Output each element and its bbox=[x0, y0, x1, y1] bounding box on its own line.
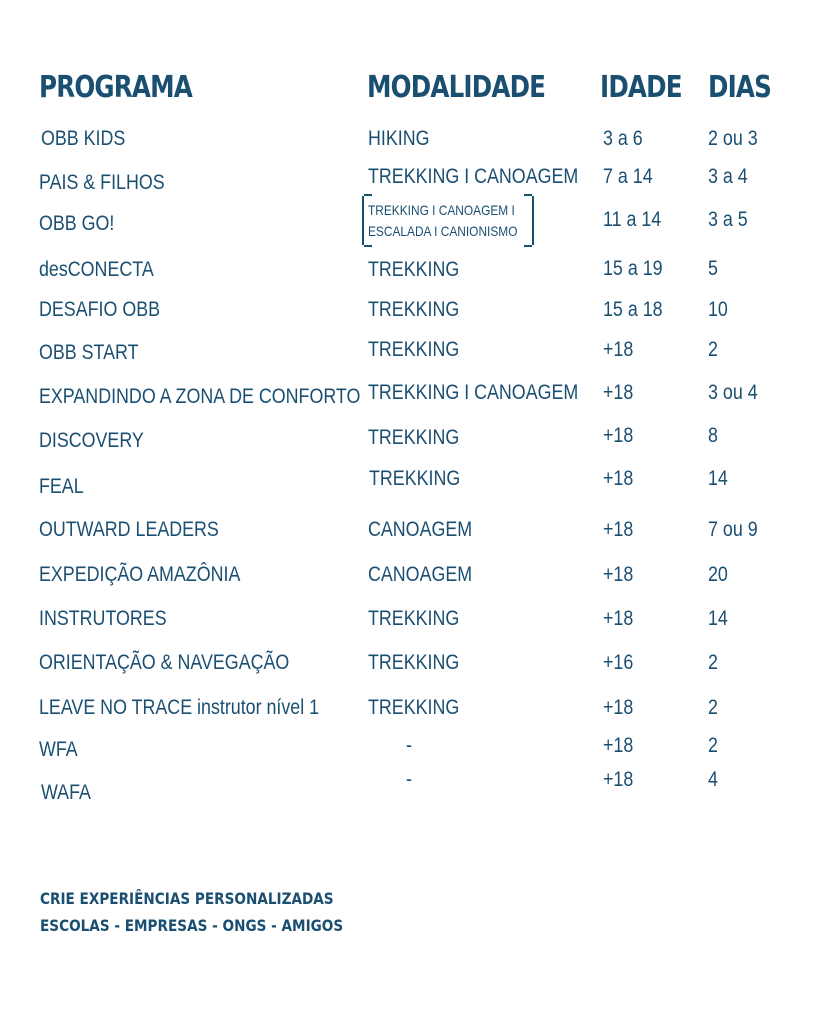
footer-line2: ESCOLAS - EMPRESAS - ONGS - AMIGOS bbox=[40, 916, 344, 935]
row-programa: WAFA bbox=[41, 781, 91, 804]
row-programa: OUTWARD LEADERS bbox=[39, 518, 219, 541]
row-modalidade: CANOAGEM bbox=[368, 563, 473, 586]
row-modalidade: TREKKING I CANOAGEM bbox=[368, 165, 579, 188]
row-dias: 2 bbox=[708, 338, 718, 361]
row-dias: 2 bbox=[708, 734, 718, 757]
row-modalidade: TREKKING bbox=[369, 467, 461, 490]
row-idade: +16 bbox=[603, 651, 634, 674]
row-dias: 3 ou 4 bbox=[708, 381, 758, 404]
row-dias: 3 a 5 bbox=[708, 208, 748, 231]
row-modalidade: - bbox=[406, 768, 412, 791]
header-dias: DIAS bbox=[708, 70, 772, 105]
row-dias: 2 bbox=[708, 651, 718, 674]
row-idade: 7 a 14 bbox=[603, 165, 653, 188]
row-modalidade: CANOAGEM bbox=[368, 518, 473, 541]
row-modalidade-line2: ESCALADA I CANIONISMO bbox=[368, 223, 518, 239]
row-programa: FEAL bbox=[39, 475, 84, 498]
row-programa: LEAVE NO TRACE instrutor nível 1 bbox=[39, 696, 320, 719]
row-dias: 2 ou 3 bbox=[708, 127, 758, 150]
row-programa: OBB START bbox=[39, 341, 139, 364]
row-dias: 4 bbox=[708, 768, 718, 791]
row-modalidade: TREKKING bbox=[368, 426, 460, 449]
row-dias: 20 bbox=[708, 563, 728, 586]
row-modalidade: TREKKING bbox=[368, 338, 460, 361]
row-dias: 2 bbox=[708, 696, 718, 719]
row-modalidade: TREKKING bbox=[368, 696, 460, 719]
row-idade: +18 bbox=[603, 338, 634, 361]
row-programa: OBB GO! bbox=[39, 212, 115, 235]
row-modalidade: TREKKING bbox=[368, 651, 460, 674]
header-idade: IDADE bbox=[600, 70, 682, 105]
row-modalidade: HIKING bbox=[368, 127, 430, 150]
row-programa: DESAFIO OBB bbox=[39, 298, 161, 321]
row-programa: ORIENTAÇÃO & NAVEGAÇÃO bbox=[39, 651, 290, 674]
row-idade: +18 bbox=[603, 768, 634, 791]
row-modalidade-line1: TREKKING I CANOAGEM I bbox=[368, 202, 515, 218]
row-dias: 5 bbox=[708, 257, 718, 280]
row-idade: +18 bbox=[603, 696, 634, 719]
row-idade: +18 bbox=[603, 563, 634, 586]
row-programa: OBB KIDS bbox=[41, 127, 126, 150]
row-programa: desCONECTA bbox=[39, 258, 154, 281]
row-dias: 3 a 4 bbox=[708, 165, 748, 188]
row-modalidade: TREKKING bbox=[368, 298, 460, 321]
row-idade: +18 bbox=[603, 467, 634, 490]
row-idade: +18 bbox=[603, 518, 634, 541]
row-programa: DISCOVERY bbox=[39, 429, 144, 452]
header-programa: PROGRAMA bbox=[39, 70, 193, 105]
row-idade: 15 a 18 bbox=[603, 298, 663, 321]
row-idade: +18 bbox=[603, 734, 634, 757]
row-dias: 14 bbox=[708, 607, 728, 630]
row-dias: 14 bbox=[708, 467, 728, 490]
row-programa: INSTRUTORES bbox=[39, 607, 167, 630]
row-idade: 15 a 19 bbox=[603, 257, 663, 280]
row-dias: 10 bbox=[708, 298, 728, 321]
row-idade: +18 bbox=[603, 424, 634, 447]
row-modalidade: TREKKING bbox=[368, 607, 460, 630]
row-modalidade: - bbox=[406, 734, 412, 757]
row-idade: +18 bbox=[603, 607, 634, 630]
row-idade: 3 a 6 bbox=[603, 127, 643, 150]
row-programa: WFA bbox=[39, 738, 78, 761]
row-programa: PAIS & FILHOS bbox=[39, 171, 165, 194]
row-programa: EXPANDINDO A ZONA DE CONFORTO bbox=[39, 385, 361, 408]
header-modalidade: MODALIDADE bbox=[367, 70, 546, 105]
row-idade: +18 bbox=[603, 381, 634, 404]
row-dias: 8 bbox=[708, 424, 718, 447]
row-modalidade: TREKKING bbox=[368, 258, 460, 281]
row-dias: 7 ou 9 bbox=[708, 518, 758, 541]
row-idade: 11 a 14 bbox=[603, 208, 662, 231]
row-modalidade: TREKKING I CANOAGEM bbox=[368, 381, 579, 404]
row-programa: EXPEDIÇÃO AMAZÔNIA bbox=[39, 563, 241, 586]
footer-line1: CRIE EXPERIÊNCIAS PERSONALIZADAS bbox=[40, 889, 334, 908]
